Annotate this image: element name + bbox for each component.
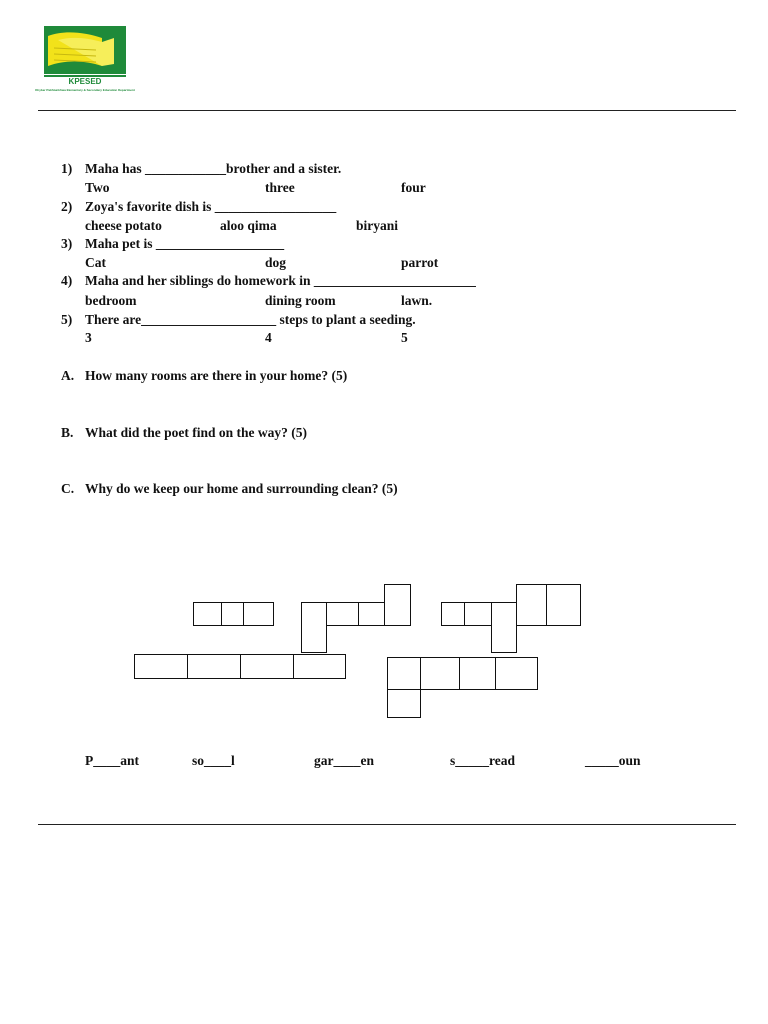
mcq-question: There are____________________ steps to plant a seeding.	[85, 312, 416, 327]
mcq-option: lawn.	[401, 293, 433, 308]
question-label: B.	[61, 425, 74, 440]
mcq-option: dog	[265, 255, 287, 270]
letter-box[interactable]	[187, 654, 241, 679]
top-divider	[38, 110, 736, 111]
letter-box[interactable]	[384, 584, 411, 626]
logo-text: KPESED	[68, 77, 102, 86]
mcq-option: Two	[85, 180, 110, 195]
mcq-option: four	[401, 180, 426, 195]
mcq-option: Cat	[85, 255, 106, 270]
mcq-number: 4)	[61, 273, 73, 288]
mcq-question: Zoya's favorite dish is __________________	[85, 199, 337, 214]
question-text: What did the poet find on the way? (5)	[85, 425, 308, 440]
letter-box[interactable]	[516, 584, 547, 626]
mcq-question: Maha has ____________brother and a sister.	[85, 161, 342, 176]
missing-letter-word: P____ant	[85, 753, 139, 768]
letter-box[interactable]	[326, 602, 359, 626]
logo-subtext: Khyber Pakhtunkhwa Elementary & Secondary Education Department	[35, 88, 135, 92]
letter-box[interactable]	[293, 654, 346, 679]
letter-box[interactable]	[243, 602, 274, 626]
mcq-question: Maha and her siblings do homework in ________________________	[85, 273, 476, 288]
mcq-option: parrot	[401, 255, 439, 270]
mcq-number: 1)	[61, 161, 73, 176]
mcq-option: bedroom	[85, 293, 137, 308]
letter-box[interactable]	[387, 657, 421, 690]
letter-box[interactable]	[459, 657, 496, 690]
mcq-option: cheese potato	[85, 218, 162, 233]
mcq-option: 4	[265, 330, 272, 345]
question-text: Why do we keep our home and surrounding clean? (5)	[85, 481, 398, 496]
missing-letter-word: _____oun	[585, 753, 641, 768]
mcq-option: dining room	[265, 293, 336, 308]
letter-box[interactable]	[387, 689, 421, 718]
mcq-option: 5	[401, 330, 408, 345]
question-text: How many rooms are there in your home? (5)	[85, 368, 348, 383]
letter-box[interactable]	[240, 654, 294, 679]
letter-box[interactable]	[491, 602, 517, 653]
letter-box[interactable]	[221, 602, 244, 626]
letter-box[interactable]	[464, 602, 492, 626]
mcq-number: 3)	[61, 236, 73, 251]
mcq-option: aloo qima	[220, 218, 277, 233]
kpesed-logo-graphic	[35, 26, 135, 94]
mcq-number: 5)	[61, 312, 73, 327]
missing-letter-word: so____l	[192, 753, 235, 768]
letter-box[interactable]	[420, 657, 460, 690]
missing-letter-word: gar____en	[314, 753, 374, 768]
mcq-option: biryani	[356, 218, 399, 233]
letter-box[interactable]	[546, 584, 581, 626]
kpesed-logo	[35, 26, 135, 94]
letter-box[interactable]	[358, 602, 385, 626]
mcq-question: Maha pet is ___________________	[85, 236, 285, 251]
mcq-option: three	[265, 180, 295, 195]
missing-letter-word: s_____read	[450, 753, 516, 768]
question-label: C.	[61, 481, 75, 496]
letter-box[interactable]	[301, 602, 327, 653]
mcq-option: 3	[85, 330, 92, 345]
mcq-number: 2)	[61, 199, 73, 214]
bottom-divider	[38, 824, 736, 825]
letter-box[interactable]	[193, 602, 222, 626]
question-label: A.	[61, 368, 75, 383]
letter-box[interactable]	[134, 654, 188, 679]
letter-box[interactable]	[441, 602, 465, 626]
letter-box[interactable]	[495, 657, 538, 690]
